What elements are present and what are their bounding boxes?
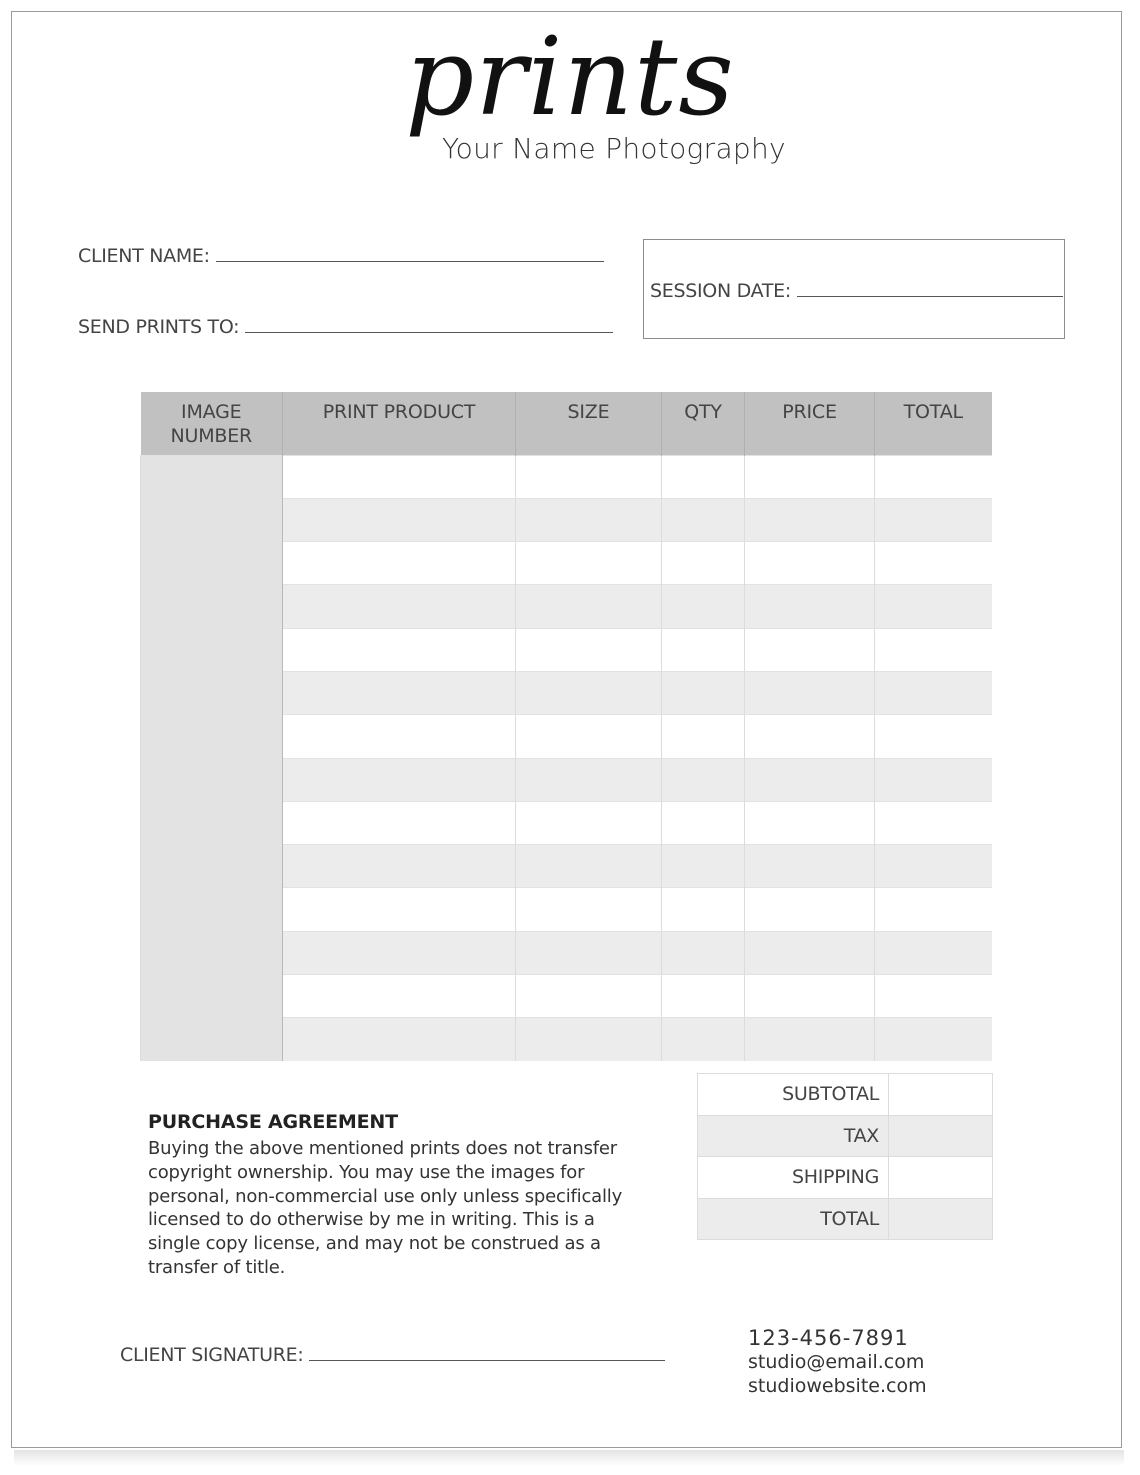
contact-website: studiowebsite.com [748,1375,927,1397]
cell-size[interactable] [516,758,662,801]
cell-total[interactable] [875,671,992,714]
cell-qty[interactable] [662,888,745,931]
cell-image-number[interactable] [141,671,283,714]
table-row [141,975,992,1018]
cell-price[interactable] [745,715,875,758]
tax-row [698,1115,993,1157]
cell-price[interactable] [745,455,875,498]
table-row [141,888,992,931]
cell-qty[interactable] [662,542,745,585]
cell-price[interactable] [745,542,875,585]
cell-size[interactable] [516,455,662,498]
send-prints-to-line[interactable] [245,318,613,333]
cell-qty[interactable] [662,1018,745,1061]
cell-print-product[interactable] [283,975,516,1018]
table-row [141,931,992,974]
cell-size[interactable] [516,671,662,714]
client-signature-line[interactable] [309,1346,665,1361]
cell-print-product[interactable] [283,715,516,758]
cell-qty[interactable] [662,801,745,844]
client-name-field[interactable] [78,245,604,267]
cell-price[interactable] [745,845,875,888]
cell-total[interactable] [875,758,992,801]
table-row [141,628,992,671]
cell-qty[interactable] [662,715,745,758]
cell-image-number[interactable] [141,715,283,758]
cell-size[interactable] [516,931,662,974]
cell-total[interactable] [875,455,992,498]
cell-size[interactable] [516,1018,662,1061]
cell-total[interactable] [875,845,992,888]
cell-print-product[interactable] [283,585,516,628]
session-date-label: SESSION DATE: [650,280,791,302]
cell-total[interactable] [875,888,992,931]
table-row [141,845,992,888]
cell-price[interactable] [745,758,875,801]
session-date-field[interactable] [650,280,1063,302]
send-prints-to-field[interactable] [78,316,613,338]
cell-total[interactable] [875,498,992,541]
cell-size[interactable] [516,888,662,931]
cell-size[interactable] [516,975,662,1018]
shipping-row [698,1157,993,1199]
cell-price[interactable] [745,628,875,671]
cell-image-number[interactable] [141,498,283,541]
logo-script-title: prints [405,15,735,140]
purchase-agreement-text: Buying the above mentioned prints does not transfer copyright ownership. You may use the images for personal, non-commercial use only unless specifically licensed to do otherwise by me in writing. This is a single copy license, and may not be construed as a transfer of title. [148,1138,623,1278]
cell-price[interactable] [745,931,875,974]
cell-price[interactable] [745,671,875,714]
table-row [141,671,992,714]
cell-price[interactable] [745,888,875,931]
cell-print-product[interactable] [283,801,516,844]
cell-image-number[interactable] [141,845,283,888]
total-row [698,1198,993,1240]
cell-total[interactable] [875,585,992,628]
cell-image-number[interactable] [141,628,283,671]
total-label: TOTAL [698,1198,889,1240]
cell-image-number[interactable] [141,801,283,844]
session-date-line[interactable] [797,282,1063,297]
cell-size[interactable] [516,801,662,844]
cell-print-product[interactable] [283,1018,516,1061]
order-table-header [141,392,992,455]
cell-print-product[interactable] [283,758,516,801]
tax-value-cell[interactable] [889,1115,993,1157]
table-row [141,585,992,628]
table-row [141,498,992,541]
cell-total[interactable] [875,801,992,844]
subtotal-label: SUBTOTAL [698,1074,889,1116]
cell-print-product[interactable] [283,498,516,541]
contact-email: studio@email.com [748,1351,925,1373]
order-table-body [141,455,992,1061]
cell-price[interactable] [745,585,875,628]
client-name-label: CLIENT NAME: [78,245,210,267]
cell-print-product[interactable] [283,671,516,714]
cell-price[interactable] [745,1018,875,1061]
cell-price[interactable] [745,801,875,844]
client-signature-label: CLIENT SIGNATURE: [120,1344,304,1366]
table-row [141,542,992,585]
client-signature-field[interactable] [120,1344,665,1366]
cell-total[interactable] [875,931,992,974]
cell-total[interactable] [875,715,992,758]
cell-total[interactable] [875,1018,992,1061]
cell-print-product[interactable] [283,888,516,931]
subtotal-row [698,1074,993,1116]
client-name-line[interactable] [216,247,604,262]
cell-print-product[interactable] [283,542,516,585]
cell-qty[interactable] [662,975,745,1018]
cell-qty[interactable] [662,585,745,628]
col-size: SIZE [516,392,662,455]
cell-print-product[interactable] [283,455,516,498]
table-row [141,758,992,801]
studio-name: Your Name Photography [442,132,786,165]
cell-qty[interactable] [662,455,745,498]
order-table [140,392,992,1061]
cell-image-number[interactable] [141,758,283,801]
tax-label: TAX [698,1115,889,1157]
col-total: TOTAL [875,392,992,455]
table-row [141,1018,992,1061]
cell-print-product[interactable] [283,628,516,671]
cell-size[interactable] [516,845,662,888]
cell-image-number[interactable] [141,888,283,931]
cell-image-number[interactable] [141,975,283,1018]
table-row [141,455,992,498]
contact-phone: 123-456-7891 [748,1326,909,1350]
cell-qty[interactable] [662,845,745,888]
total-value-cell[interactable] [889,1198,993,1240]
col-price: PRICE [745,392,875,455]
shipping-label: SHIPPING [698,1157,889,1199]
cell-qty[interactable] [662,498,745,541]
col-print-product: PRINT PRODUCT [283,392,516,455]
cell-print-product[interactable] [283,931,516,974]
col-qty: QTY [662,392,745,455]
cell-image-number[interactable] [141,1018,283,1061]
cell-image-number[interactable] [141,931,283,974]
cell-image-number[interactable] [141,585,283,628]
cell-size[interactable] [516,498,662,541]
cell-qty[interactable] [662,628,745,671]
shipping-value-cell[interactable] [889,1157,993,1199]
col-image-number: IMAGE NUMBER [141,392,283,455]
cell-total[interactable] [875,542,992,585]
totals-table [697,1073,993,1240]
cell-size[interactable] [516,715,662,758]
purchase-agreement-title: PURCHASE AGREEMENT [148,1111,398,1133]
subtotal-value-cell[interactable] [889,1074,993,1116]
page-shadow [14,1450,1124,1466]
cell-image-number[interactable] [141,455,283,498]
cell-qty[interactable] [662,671,745,714]
cell-total[interactable] [875,628,992,671]
cell-image-number[interactable] [141,542,283,585]
cell-qty[interactable] [662,931,745,974]
send-prints-to-label: SEND PRINTS TO: [78,316,240,338]
cell-size[interactable] [516,628,662,671]
cell-size[interactable] [516,585,662,628]
cell-qty[interactable] [662,758,745,801]
cell-print-product[interactable] [283,845,516,888]
cell-price[interactable] [745,975,875,1018]
cell-size[interactable] [516,542,662,585]
table-row [141,801,992,844]
cell-price[interactable] [745,498,875,541]
contact-block [748,1326,927,1398]
cell-total[interactable] [875,975,992,1018]
table-row [141,715,992,758]
